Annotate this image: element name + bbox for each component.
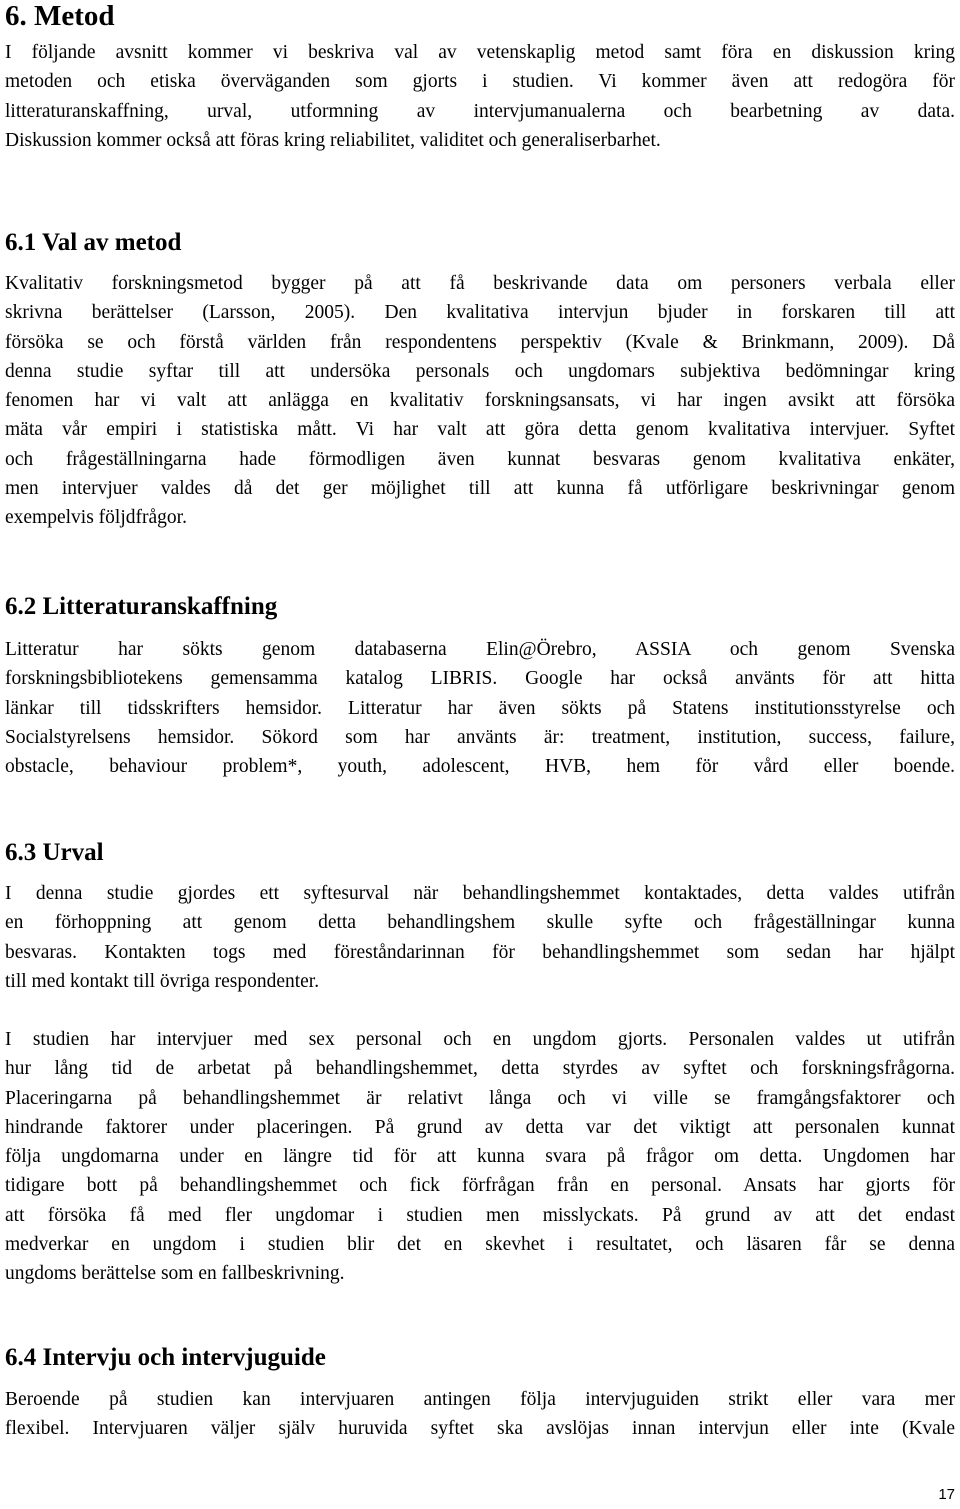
text-line: I denna studie gjordes ett syftesurval när behandlingshemmet kontaktades, detta valdes utifrån [5,883,955,904]
text-line: flexibel. Intervjuaren väljer själv huruvida syftet ska avslöjas innan intervjun eller inte (Kvale [5,1418,955,1440]
text-line: ungdoms berättelse som en fallbeskrivning. [5,1263,345,1285]
text-line: att försöka få med fler ungdomar i studien men misslyckats. På grund av att det endast [5,1204,955,1226]
text-line: Socialstyrelsens hemsidor. Sökord som har använts är: treatment, institution, success, failure, [5,726,955,748]
text-line: till med kontakt till övriga respondenter. [5,970,320,992]
text-line: metoden och etiska överväganden som gjorts i studien. Vi kommer även att redogöra för [5,71,955,93]
text-line: skrivna berättelser (Larsson, 2005). Den kvalitativa intervjun bjuder in forskaren till att [5,302,955,324]
section-6-2-heading: 6.2 Litteraturanskaffning [5,593,278,620]
text-line: Kvalitativ forskningsmetod bygger på att få beskrivande data om personers verbala eller [5,273,955,294]
text-line: I följande avsnitt kommer vi beskriva val av vetenskaplig metod samt föra en diskussion kring [5,42,955,63]
section-6-2-paragraph [5,635,955,781]
section-6-3-paragraph-1 [5,879,955,996]
text-line: besvaras. Kontakten togs med föreståndarinnan för behandlingshemmet som sedan har hjälpt [5,941,955,963]
section-6-1-heading: 6.1 Val av metod [5,229,182,256]
text-line: försöka se och förstå världen från respondentens perspektiv (Kvale & Brinkmann, 2009). Då [5,331,955,353]
text-line: länkar till tidsskrifters hemsidor. Litteratur har även sökts på Statens institutionsstyrelse och [5,697,955,719]
text-line: I studien har intervjuer med sex personal och en ungdom gjorts. Personalen valdes ut utifrån [5,1029,955,1050]
text-line: en förhoppning att genom detta behandlingshem skulle syfte och frågeställningar kunna [5,912,955,934]
text-line: Diskussion kommer också att föras kring reliabilitet, validitet och generaliserbarhet. [5,129,661,151]
text-line: forskningsbibliotekens gemensamma katalog LIBRIS. Google har också använts för att hitta [5,668,955,690]
text-line: fenomen har vi valt att anlägga en kvalitativ forskningsansats, vi har ingen avsikt att försöka [5,390,955,412]
text-line: denna studie syftar till att undersöka personals och ungdomars subjektiva bedömningar kring [5,360,955,382]
section-6-4-paragraph [5,1385,955,1444]
page-number: 17 [938,1486,955,1503]
text-line: mäta vår empiri i statistiska mått. Vi har valt att göra detta genom kvalitativa intervjuer. Syftet [5,419,955,441]
text-line: tidigare bott på behandlingshemmet och fick förfrågan från en personal. Ansats har gjorts för [5,1175,955,1197]
text-line: följa ungdomarna under en längre tid för att kunna svara på frågor om detta. Ungdomen har [5,1146,955,1168]
text-line: exempelvis följdfrågor. [5,507,187,529]
text-line: och frågeställningarna hade förmodligen även kunnat besvaras genom kvalitativa enkäter, [5,448,955,470]
text-line: obstacle, behaviour problem*, youth, adolescent, HVB, hem för vård eller boende. [5,756,955,778]
section-6-1-paragraph [5,269,955,533]
text-line: hur lång tid de arbetat på behandlingshemmet, detta styrdes av syftet och forskningsfrågorna. [5,1058,955,1080]
section-6-paragraph [5,38,955,155]
text-line: Placeringarna på behandlingshemmet är relativt långa och vi ville se framgångsfaktorer och [5,1087,955,1109]
section-6-4-heading: 6.4 Intervju och intervjuguide [5,1344,326,1371]
text-line: men intervjuer valdes då det ger möjlighet till att kunna få utförligare beskrivningar genom [5,478,955,500]
text-line: Litteratur har sökts genom databaserna Elin@Örebro, ASSIA och genom Svenska [5,639,955,660]
section-6-heading: 6. Metod [5,0,115,32]
text-line: Beroende på studien kan intervjuaren antingen följa intervjuguiden strikt eller vara mer [5,1389,955,1410]
text-line: hindrande faktorer under placeringen. På grund av detta var det viktigt att personalen kunnat [5,1116,955,1138]
text-line: medverkar en ungdom i studien blir det en skevhet i resultatet, och läsaren får se denna [5,1234,955,1256]
section-6-3-heading: 6.3 Urval [5,839,104,866]
text-line: litteraturanskaffning, urval, utformning av intervjumanualerna och bearbetning av data. [5,100,955,122]
section-6-3-paragraph-2 [5,1025,955,1289]
